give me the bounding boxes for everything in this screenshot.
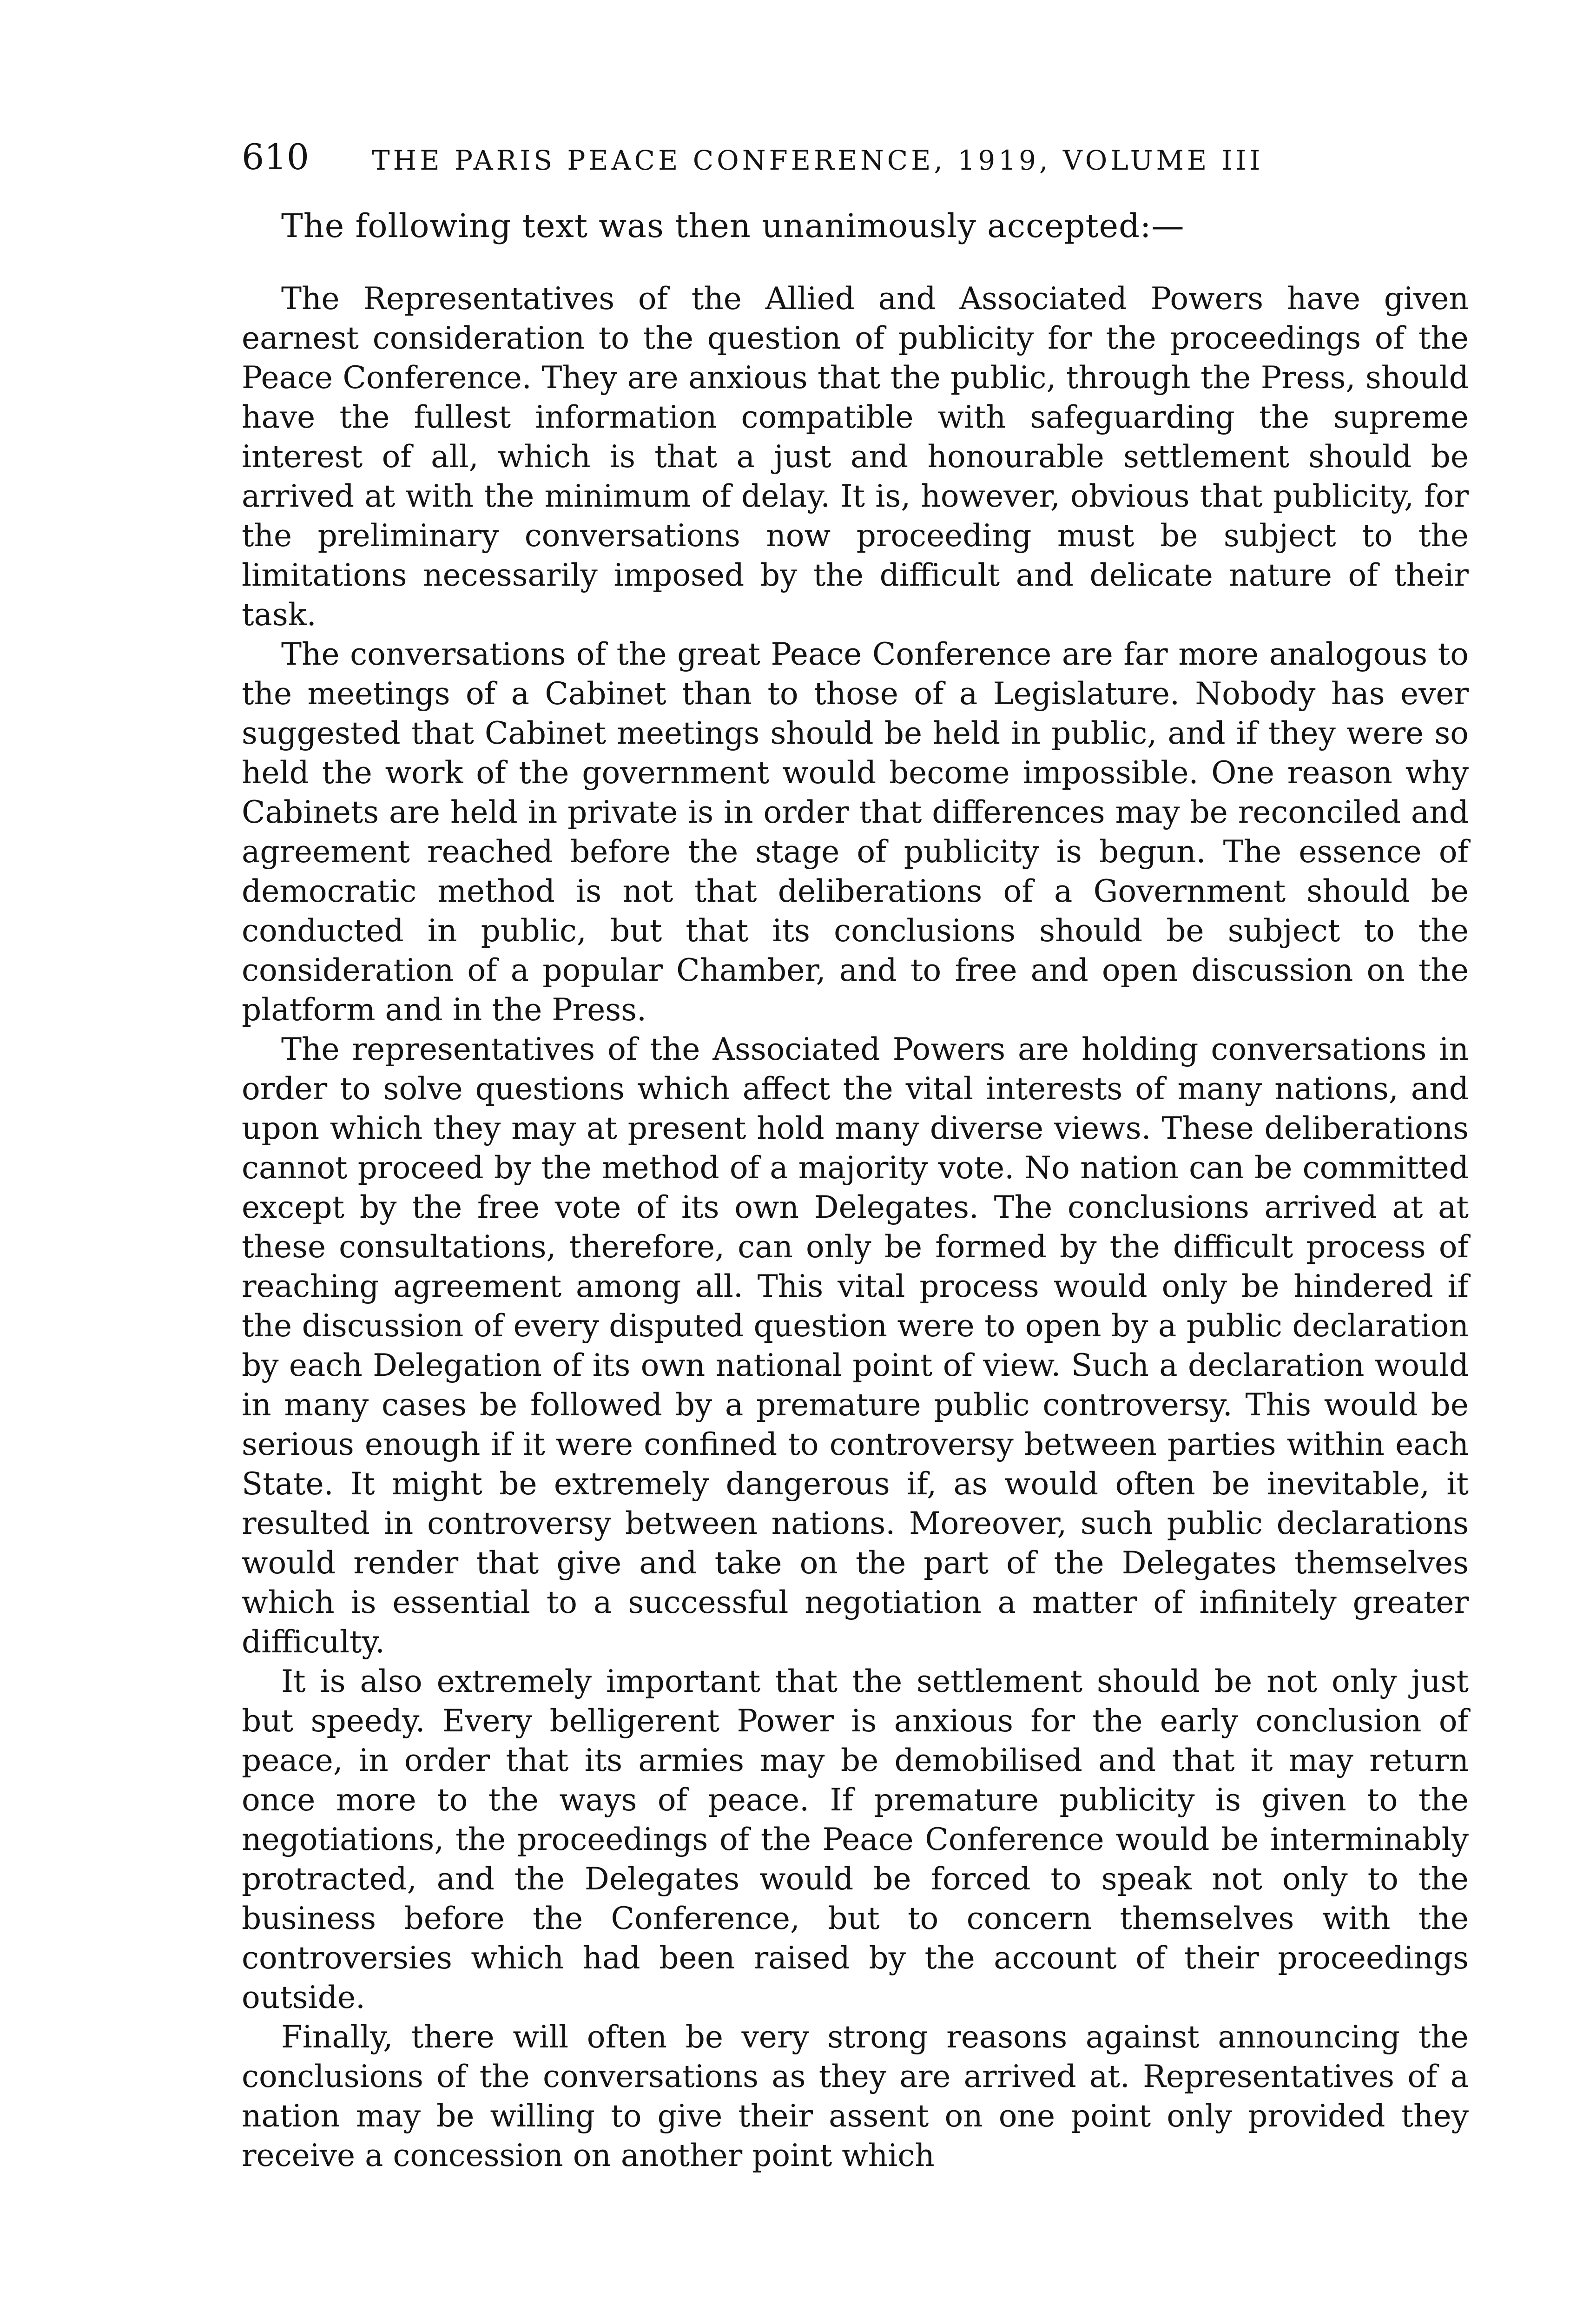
running-title: THE PARIS PEACE CONFERENCE, 1919, VOLUME III: [372, 145, 1264, 176]
statement-text: [242, 279, 1469, 2175]
running-header: [242, 136, 1469, 205]
paragraph-cabinet-analogy: The conversations of the great Peace Conference are far more analogous to the meetings of a Cabinet than to those of a Legislature. Nobody has ever suggested that Cabinet meetings should be held in public, and if they were so held the work of the government would become impossible. One reason why Cabinets are held in private is in order that differences may be reconciled and agreement reached before the stage of publicity is begun. The essence of democratic method is not that deliberations of a Government should be conducted in public, but that its conclusions should be subject to the consideration of a popular Chamber, and to free and open discussion on the platform and in the Press.: [242, 636, 1469, 1028]
intro-sentence: The following text was then unanimously accepted:—: [281, 207, 1185, 245]
paragraph-finally: Finally, there will often be very strong reasons against announcing the conclusions of the conversations as they are arrived at. Representatives of a nation may be willing to give their assent on one point only provided they receive a concession on another point which: [242, 2019, 1469, 2173]
paragraph-associated-powers: The representatives of the Associated Powers are holding conversations in order to solve questions which affect the vital interests of many nations, and upon which they may at present hold many diverse views. These deliberations cannot proceed by the method of a majority vote. No nation can be committed except by the free vote of its own Delegates. The conclusions arrived at at these consultations, therefore, can only be formed by the difficult process of reaching agreement among all. This vital process would only be hindered if the discussion of every disputed question were to open by a public declaration by each Delegation of its own national point of view. Such a declaration would in many cases be followed by a premature public controversy. This would be serious enough if it were confined to controversy between parties within each State. It might be extremely dangerous if, as would often be inevitable, it resulted in controversy between nations. Moreover, such public declarations would render that give and take on the part of the Delegates themselves which is essential to a successful negotiation a matter of infinitely greater difficulty.: [242, 1031, 1469, 1660]
paragraph-publicity: The Representatives of the Allied and Associated Powers have given earnest consideration to the question of publicity for the proceedings of the Peace Conference. They are anxious that the public, through the Press, should have the fullest information compatible with safeguarding the supreme interest of all, which is that a just and honourable settlement should be arrived at with the minimum of delay. It is, however, obvious that publicity, for the preliminary conversations now proceeding must be subject to the limitations necessarily imposed by the difficult and delicate nature of their task.: [242, 281, 1469, 633]
document-page: [242, 136, 1469, 2175]
paragraph-speedy-settlement: It is also extremely important that the settlement should be not only just but speedy. Every belligerent Power is anxious for the early conclusion of peace, in order that its armies may be demobilised and that it may return once more to the ways of peace. If premature publicity is given to the negotiations, the proceedings of the Peace Conference would be interminably protracted, and the Delegates would be forced to speak not only to the business before the Conference, but to concern themselves with the controversies which had been raised by the account of their proceedings outside.: [242, 1664, 1469, 2015]
page-number: 610: [242, 136, 310, 178]
